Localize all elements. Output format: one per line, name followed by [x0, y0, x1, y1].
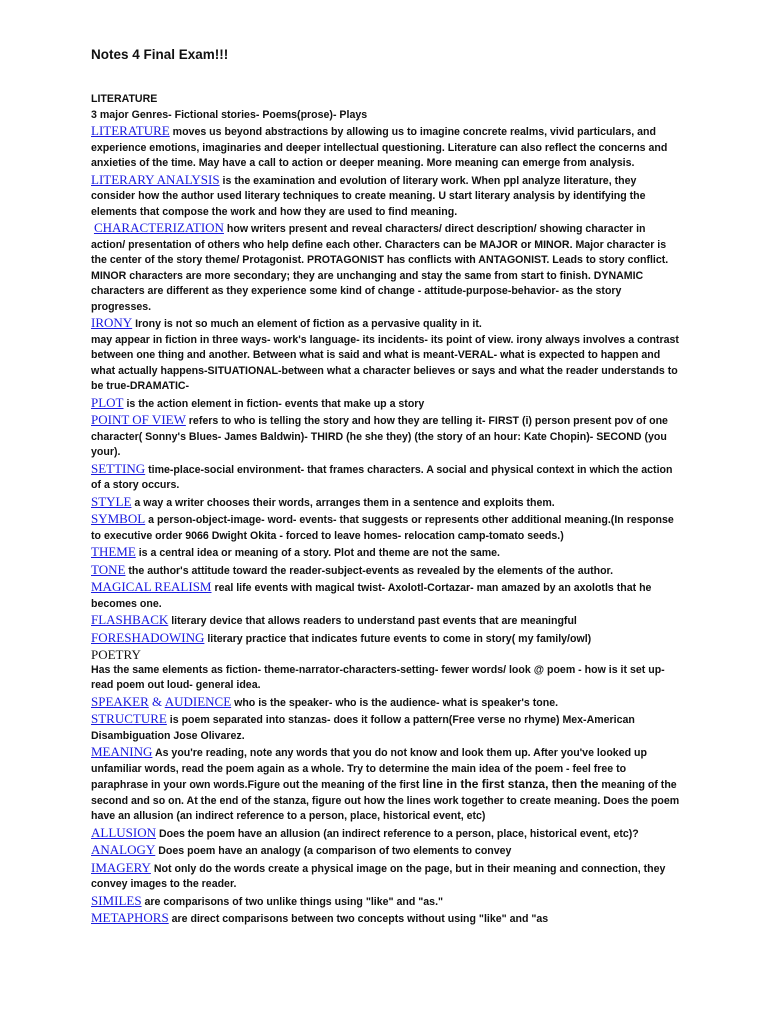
entry-speaker-audience	[91, 694, 681, 712]
entry-structure	[91, 711, 681, 744]
entry-setting	[91, 461, 681, 494]
entry-text: As you're reading, note any words that you do not know and look them up. After you've looked up unfamiliar words, read the poem again as a whole. Try to determine the main idea of the poem - feel free to paraphrase in your own words.Figure out the meaning of the first	[91, 747, 647, 791]
term-link-style[interactable]: STYLE	[91, 493, 132, 509]
entry-text: moves us beyond abstractions by allowing us to imagine concrete realms, vivid particulars, and experience emotions, imaginaries and deeper intellectual questioning. Literature can also reflect the concerns and anxieties of the time. May have a call to action or deeper meaning. More meaning can emerge from analysis.	[91, 126, 668, 169]
entry-text: Does the poem have an allusion (an indirect reference to a person, place, historical event, etc)?	[156, 827, 639, 840]
term-link-characterization[interactable]: CHARACTERIZATION	[93, 220, 224, 235]
term-link-literary-analysis[interactable]: LITERARY ANALYSIS	[91, 171, 220, 187]
entry-theme	[91, 544, 681, 562]
entry-text: is the examination and evolution of literary work. When ppl analyze literature, they consider how the author used literary techniques to create meaning. U start literary analysis by identifying the elements that compose the work and how they are used to find meaning.	[91, 174, 646, 218]
entry-text: literary practice that indicates future events to come in story( my family/owl)	[204, 632, 592, 645]
entry-irony-continued: may appear in fiction in three ways- work's language- its incidents- its point of view. irony always involves a contrast between one thing and another. Between what is said and what is meant-VERAL- what is expected to happen and what actually happens-SITUATIONAL-between what a character believes or says and what the reader understands to be true-DRAMATIC-	[91, 333, 679, 392]
entry-literary-analysis	[91, 172, 681, 221]
term-link-meaning[interactable]: MEANING	[91, 744, 153, 759]
term-link-speaker[interactable]: SPEAKER	[91, 693, 149, 709]
entry-literature	[91, 123, 681, 172]
term-link-point-of-view[interactable]: POINT OF VIEW	[91, 412, 186, 427]
entry-irony	[91, 315, 681, 333]
entry-similes	[91, 893, 681, 911]
term-link-foreshadowing[interactable]: FORESHADOWING	[91, 629, 205, 645]
entry-tone	[91, 562, 681, 580]
term-link-symbol[interactable]: SYMBOL	[91, 511, 146, 526]
entry-text: Not only do the words create a physical image on the page, but in their meaning and connection, they convey images to the reader.	[91, 862, 666, 890]
term-link-plot[interactable]: PLOT	[91, 394, 124, 410]
entry-text: are comparisons of two unlike things using "like" and "as."	[141, 895, 444, 908]
genres-line: 3 major Genres- Fictional stories- Poems(prose)- Plays	[91, 108, 368, 121]
literature-heading: LITERATURE	[91, 93, 158, 105]
term-link-audience[interactable]: AUDIENCE	[164, 693, 232, 709]
entry-imagery	[91, 860, 681, 893]
entry-text: real life events with magical twist- Axolotl-Cortazar- man amazed by an axolotls that he becomes one.	[91, 582, 652, 610]
page-title: Notes 4 Final Exam!!!	[91, 47, 229, 62]
term-link-magical-realism[interactable]: MAGICAL REALISM	[91, 579, 212, 594]
poetry-heading: POETRY	[91, 647, 141, 662]
entry-flashback	[91, 612, 681, 630]
entry-text: Irony is not so much an element of fiction as a pervasive quality in it.	[132, 318, 482, 330]
entry-text: time-place-social environment- that frames characters. A social and physical context in which the action of a story occurs.	[91, 463, 673, 491]
term-link-analogy[interactable]: ANALOGY	[91, 842, 156, 857]
term-link-literature[interactable]: LITERATURE	[91, 123, 170, 138]
entry-metaphors	[91, 910, 681, 928]
term-link-similes[interactable]: SIMILES	[91, 892, 142, 908]
term-link-irony[interactable]: IRONY	[91, 315, 133, 330]
entry-text: Does poem have an analogy (a comparison of two elements to convey	[155, 845, 512, 857]
entry-magical-realism	[91, 579, 681, 612]
term-link-setting[interactable]: SETTING	[91, 460, 146, 476]
term-link-imagery[interactable]: IMAGERY	[91, 859, 151, 875]
entry-text: who is the speaker- who is the audience- what is speaker's tone.	[231, 696, 559, 709]
entry-text: a person-object-image- word- events- that suggests or represents other additional meaning.(In response to executive order 9066 Dwight Okita - forced to leave homes- relocation camp-tomato seeds.)	[91, 514, 674, 542]
entry-characterization	[91, 220, 681, 315]
ampersand: &	[148, 693, 165, 709]
term-link-flashback[interactable]: FLASHBACK	[91, 612, 169, 627]
entry-foreshadowing	[91, 630, 681, 648]
entry-text: is a central idea or meaning of a story. Plot and theme are not the same.	[135, 547, 500, 559]
entry-text: how writers present and reveal characters/ direct description/ showing character in action/ presentation of others who help define each other. Characters can be MAJOR or MINOR. Major character is the center of the story theme/ Protagonist. PROTAGONIST has conflicts with ANTAGONIST. Leads to story conflict. MINOR characters are more secondary; they are unchanging and stay the same from start to finish. DYNAMIC characters are different as they experience some kind of change - attitude-purpose-behavior- as the story progresses.	[91, 223, 669, 313]
entry-meaning	[91, 744, 681, 825]
entry-style	[91, 494, 681, 512]
entry-text: is the action element in fiction- events that make up a story	[123, 397, 425, 410]
term-link-tone[interactable]: TONE	[91, 561, 126, 577]
entry-analogy	[91, 842, 681, 860]
entry-text: meaning of the second and so on. At the end of the stanza, figure out how the lines work together to create meaning. Does the poem have an allusion (an indirect reference to a person, place, historical event, etc)	[91, 779, 680, 822]
term-link-theme[interactable]: THEME	[91, 544, 136, 559]
entry-text: is poem separated into stanzas- does it follow a pattern(Free verse no rhyme) Mex-American Disambiguation Jose Olivarez.	[91, 714, 635, 742]
poetry-intro: Has the same elements as fiction- theme-narrator-characters-setting- fewer words/ look @ poem - how is it set up-read poem out loud- general idea.	[91, 663, 665, 691]
term-link-structure[interactable]: STRUCTURE	[91, 711, 167, 726]
entry-text: literary device that allows readers to understand past events that are meaningful	[168, 615, 577, 627]
entry-text: the author's attitude toward the reader-subject-events as revealed by the elements of the author.	[125, 564, 614, 577]
entry-text: a way a writer chooses their words, arranges them in a sentence and exploits them.	[131, 496, 555, 509]
entry-plot	[91, 395, 681, 413]
entry-symbol	[91, 511, 681, 544]
notes-content	[91, 92, 681, 928]
entry-point-of-view	[91, 412, 681, 461]
entry-allusion	[91, 825, 681, 843]
term-link-allusion[interactable]: ALLUSION	[91, 824, 156, 840]
entry-text: are direct comparisons between two concepts without using "like" and "as	[168, 913, 549, 925]
entry-text-large: line in the first stanza, then the	[422, 777, 599, 791]
entry-text: refers to who is telling the story and how they are telling it- FIRST (i) person present pov of one character( Sonny's Blues- James Baldwin)- THIRD (he she they) (the story of an hour: Kate Chopin)- SECOND (you your).	[91, 415, 668, 458]
term-link-metaphors[interactable]: METAPHORS	[91, 910, 169, 925]
